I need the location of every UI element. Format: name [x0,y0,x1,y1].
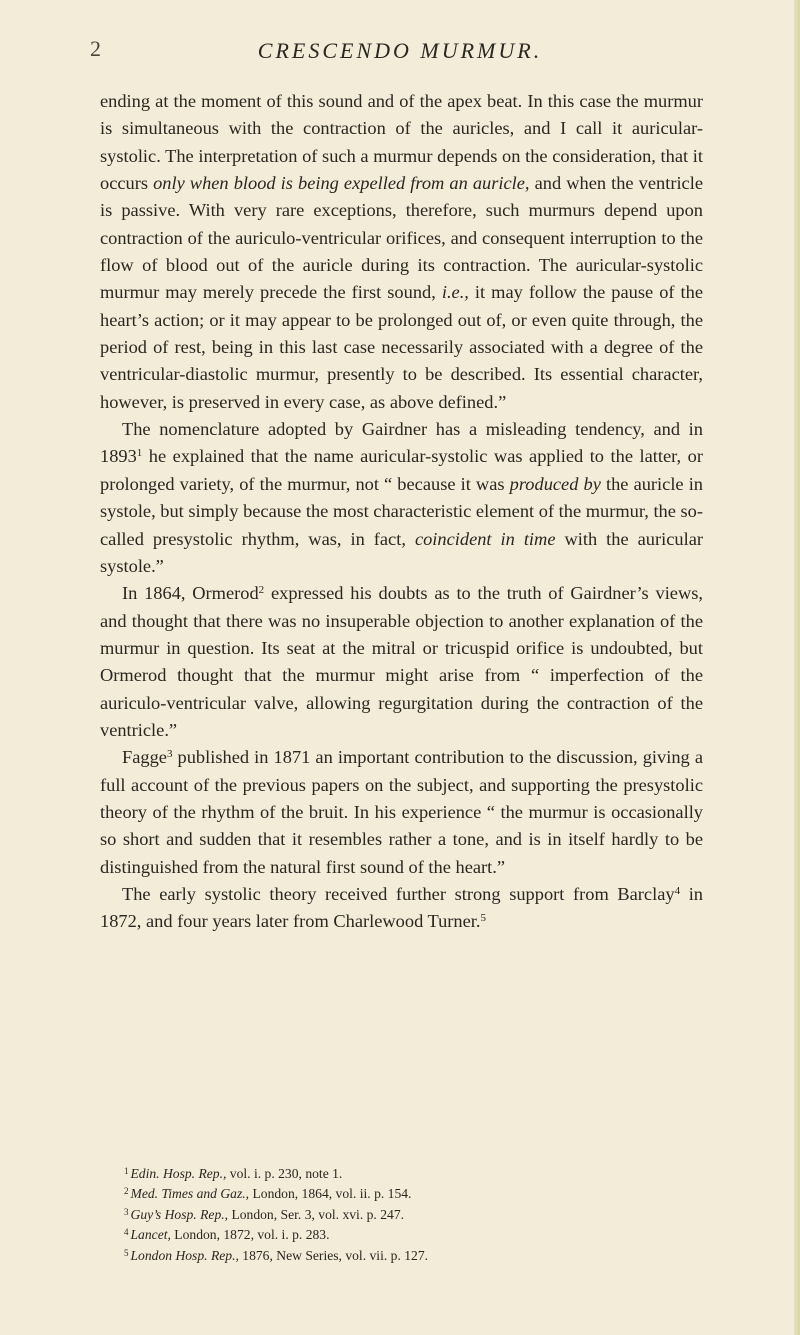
paragraph-2 [100,416,703,580]
text-run: The early systolic theory received further strong support from Barclay [122,883,675,904]
text-run: it may follow the pause of the heart’s action; or it may appear to be prolonged out of, or even quite through, the period of rest, being in this last case necessarily associated with a degree of the ventricular-diastolic murmur, presently to be described. Its essential character, however, is preserved in every case, as above defined.” [100,282,703,412]
footnote-4 [124,1225,684,1245]
text-run: 1876, New Series, vol. vii. p. 127. [238,1247,429,1263]
italic-text: i.e., [441,282,469,303]
text-run: the auricle in systole, but simply because the most characteristic element of the murmur, the so-called presystolic rhythm, was, in fact, [100,473,703,549]
text-run: published in 1871 an important contribution to the discussion, giving a full account of the previous papers on the subject, and supporting the presystolic theory of the rhythm of the bruit. In his experience “ the murmur is occasionally so short and sudden that it resembles rather a tone, and is in itself hardly to be distinguished from the natural first sound of the heart.” [100,747,703,877]
text-run: vol. i. p. 230, note 1. [226,1166,343,1181]
footnote-2 [124,1184,684,1204]
text-run: London, Ser. 3, vol. xvi. p. 247. [228,1206,405,1222]
text-run: Fagge [122,747,167,768]
text-run: ending at the moment of this sound and of the apex beat. In this case the murmur is simultaneous with the contraction of the auricles, and I call it auricular-systolic. The interpretation of such a murmur depends on the consideration, that it occurs [100,91,703,194]
italic-text: coincident in time [414,528,556,549]
footnote-reference: 5 [480,912,487,925]
footnote-reference: 1 [136,447,143,460]
page-number: 2 [90,36,101,61]
italic-text: produced by [509,473,601,494]
text-run: he explained that the name auricular-systolic was applied to the latter, or prolonged variety, of the murmur, not “ because it was [100,446,703,494]
footnote-mark: 2 [124,1186,129,1197]
paragraph-1 [100,88,703,416]
page-edge [794,0,800,1335]
text-run: The nomenclature adopted by Gairdner has a misleading tendency, and in 1893 [100,419,703,467]
text-run: and when the ventricle is passive. With very rare exceptions, therefore, such murmurs depend upon contraction of the auriculo-ventricular orifices, and consequent interruption to the flow of blood out of the auricle during its contraction. The auricular-systolic murmur may merely precede the first sound, [100,173,703,303]
italic-text: London Hosp. Rep., [130,1247,239,1263]
italic-text: only when blood is being expelled from an auricle, [153,173,530,194]
footnote-mark: 5 [124,1247,129,1258]
running-header [0,38,800,64]
italic-text: Edin. Hosp. Rep., [130,1166,227,1181]
footnote-5 [124,1246,684,1266]
italic-text: Med. Times and Gaz., [130,1186,250,1202]
paragraph-3 [100,580,703,744]
footnotes [124,1164,684,1266]
italic-text: Guy’s Hosp. Rep., [130,1206,229,1222]
text-run: London, 1864, vol. ii. p. 154. [249,1186,412,1202]
body-text [100,88,703,936]
footnote-mark: 3 [124,1206,129,1217]
paragraph-5 [100,881,703,936]
text-run: with the auricular systole.” [100,528,703,576]
text-run: In 1864, Ormerod [122,583,259,604]
running-title: CRESCENDO MURMUR. [257,38,543,63]
paragraph-4 [100,744,703,881]
footnote-mark: 4 [124,1227,129,1238]
footnote-1 [124,1164,684,1184]
footnote-3 [124,1205,684,1225]
italic-text: Lancet, [130,1227,171,1243]
footnote-reference: 2 [258,584,265,597]
footnote-reference: 3 [166,748,173,761]
text-run: in 1872, and four years later from Charlewood Turner. [100,883,703,932]
footnote-mark: 1 [124,1166,129,1176]
footnote-reference: 4 [674,884,681,897]
text-run: London, 1872, vol. i. p. 283. [170,1227,330,1243]
text-run: expressed his doubts as to the truth of Gairdner’s views, and thought that there was no insuperable objection to another explanation of the murmur in question. Its seat at the mitral or tricuspid orifice is undoubted, but Ormerod thought that the murmur might arise from “ imperfection of the auriculo-ventricular valve, allowing regurgitation during the contraction of the ventricle.” [100,583,703,740]
